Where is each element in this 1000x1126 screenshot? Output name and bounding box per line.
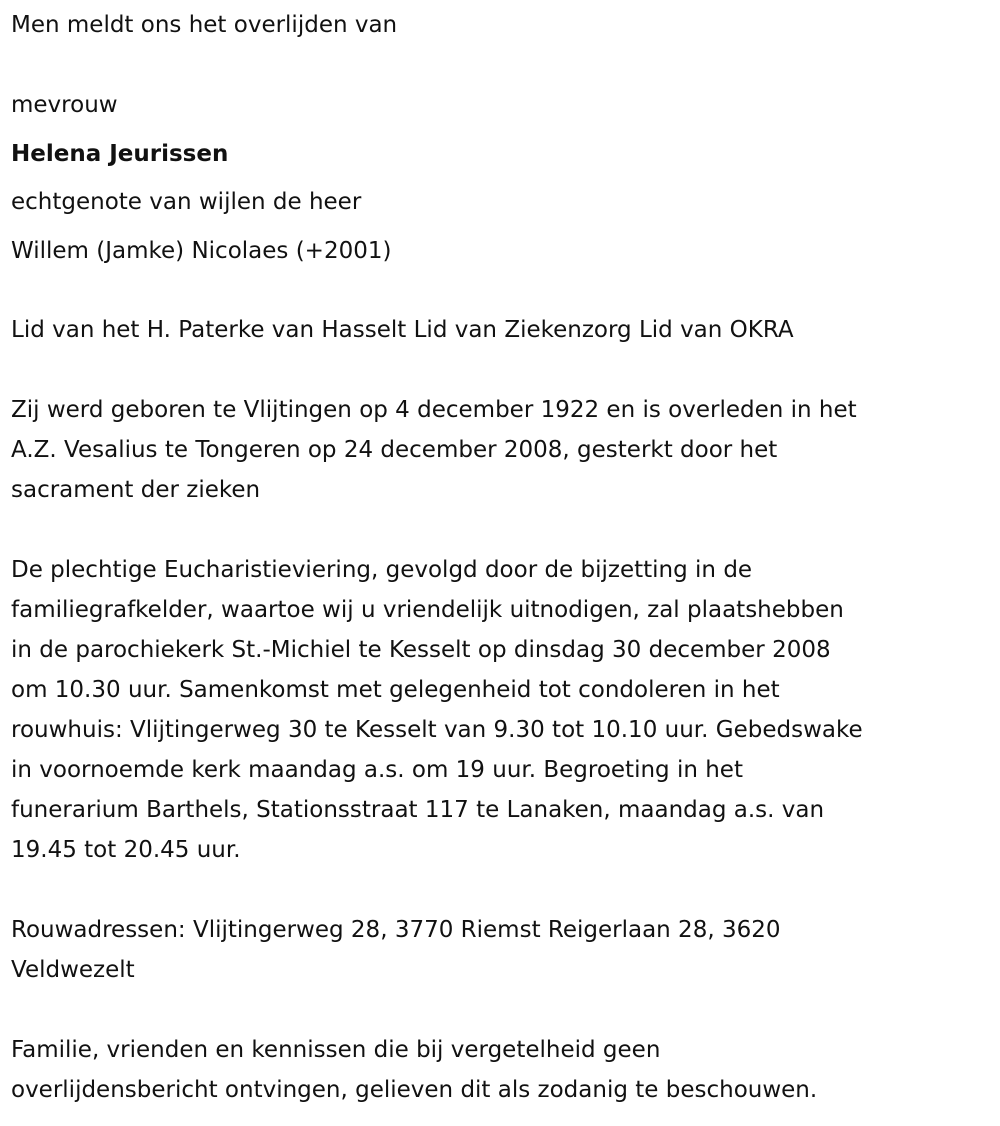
text-line: 19.45 tot 20.45 uur. — [11, 837, 241, 863]
deceased-block — [11, 85, 391, 279]
text-line: familiegrafkelder, waartoe wij u vriendelijk uitnodigen, zal plaatshebben — [11, 597, 844, 623]
deceased-name: Helena Jeurissen — [11, 140, 229, 167]
addresses-paragraph — [11, 910, 780, 990]
ceremony-paragraph — [11, 550, 863, 870]
text-line: in voornoemde kerk maandag a.s. om 19 uur. Begroeting in het — [11, 757, 743, 783]
text-line: om 10.30 uur. Samenkomst met gelegenheid tot condoleren in het — [11, 677, 780, 703]
intro-text: Men meldt ons het overlijden van — [11, 12, 398, 38]
spouse-text: Willem (Jamke) Nicolaes (+2001) — [11, 237, 392, 264]
text-line: sacrament der zieken — [11, 477, 261, 503]
text-line: Zij werd geboren te Vlijtingen op 4 december 1922 en is overleden in het — [11, 397, 857, 423]
text-line: A.Z. Vesalius te Tongeren op 24 december 2008, gesterkt door het — [11, 437, 778, 463]
text-line: Familie, vrienden en kennissen die bij vergetelheid geen — [11, 1037, 661, 1063]
birth-death-paragraph — [11, 390, 857, 510]
text-line: De plechtige Eucharistieviering, gevolgd door de bijzetting in de — [11, 557, 753, 583]
memberships-text: Lid van het H. Paterke van Hasselt Lid van Ziekenzorg Lid van OKRA — [11, 317, 794, 343]
text-line: funerarium Barthels, Stationsstraat 117 te Lanaken, maandag a.s. van — [11, 797, 825, 823]
title-text: mevrouw — [11, 92, 118, 118]
text-line: in de parochiekerk St.-Michiel te Kesselt op dinsdag 30 december 2008 — [11, 637, 831, 663]
intro-paragraph — [11, 5, 397, 45]
text-line: Rouwadressen: Vlijtingerweg 28, 3770 Riemst Reigerlaan 28, 3620 — [11, 917, 781, 943]
memberships-paragraph — [11, 310, 794, 350]
text-line: Veldwezelt — [11, 957, 135, 983]
closing-paragraph — [11, 1030, 817, 1110]
text-line: rouwhuis: Vlijtingerweg 30 te Kesselt van 9.30 tot 10.10 uur. Gebedswake — [11, 717, 863, 743]
relation-text: echtgenote van wijlen de heer — [11, 189, 362, 215]
text-line: overlijdensbericht ontvingen, gelieven dit als zodanig te beschouwen. — [11, 1077, 818, 1103]
